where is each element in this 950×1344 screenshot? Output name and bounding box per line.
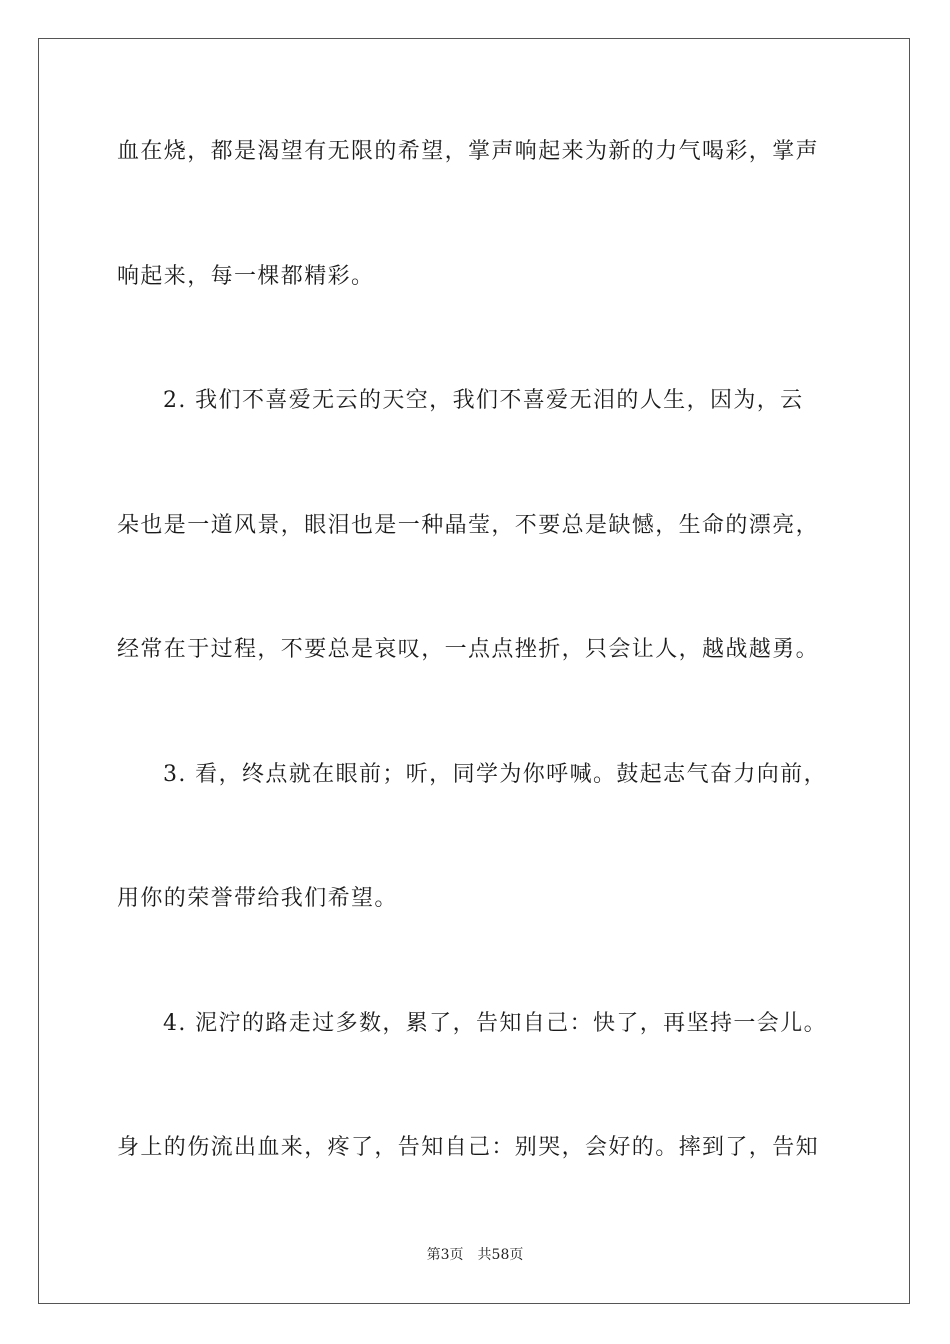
page-border bbox=[38, 38, 910, 1304]
paragraph-line: 用你的荣誉带给我们希望。 bbox=[117, 886, 398, 911]
paragraph-line: 2. 我们不喜爱无云的天空，我们不喜爱无泪的人生，因为，云 bbox=[163, 388, 804, 413]
page-footer bbox=[0, 1246, 950, 1264]
paragraph-line: 身上的伤流出血来，疼了，告知自己：别哭，会好的。摔到了，告知 bbox=[117, 1135, 820, 1160]
page-total: 共58页 bbox=[477, 1247, 524, 1263]
paragraph-line: 经常在于过程，不要总是哀叹，一点点挫折，只会让人，越战越勇。 bbox=[117, 637, 820, 662]
paragraph-line: 血在烧，都是渴望有无限的希望，掌声响起来为新的力气喝彩，掌声 bbox=[117, 139, 820, 164]
paragraph-line: 响起来，每一棵都精彩。 bbox=[117, 264, 375, 289]
page-number: 第3页 bbox=[426, 1247, 464, 1263]
paragraph-line: 朵也是一道风景，眼泪也是一种晶莹，不要总是缺憾，生命的漂亮， bbox=[117, 513, 820, 538]
paragraph-line: 3. 看，终点就在眼前；听，同学为你呼喊。鼓起志气奋力向前， bbox=[163, 762, 827, 787]
paragraph-line: 4. 泥泞的路走过多数，累了，告知自己：快了，再坚持一会儿。 bbox=[163, 1011, 827, 1036]
